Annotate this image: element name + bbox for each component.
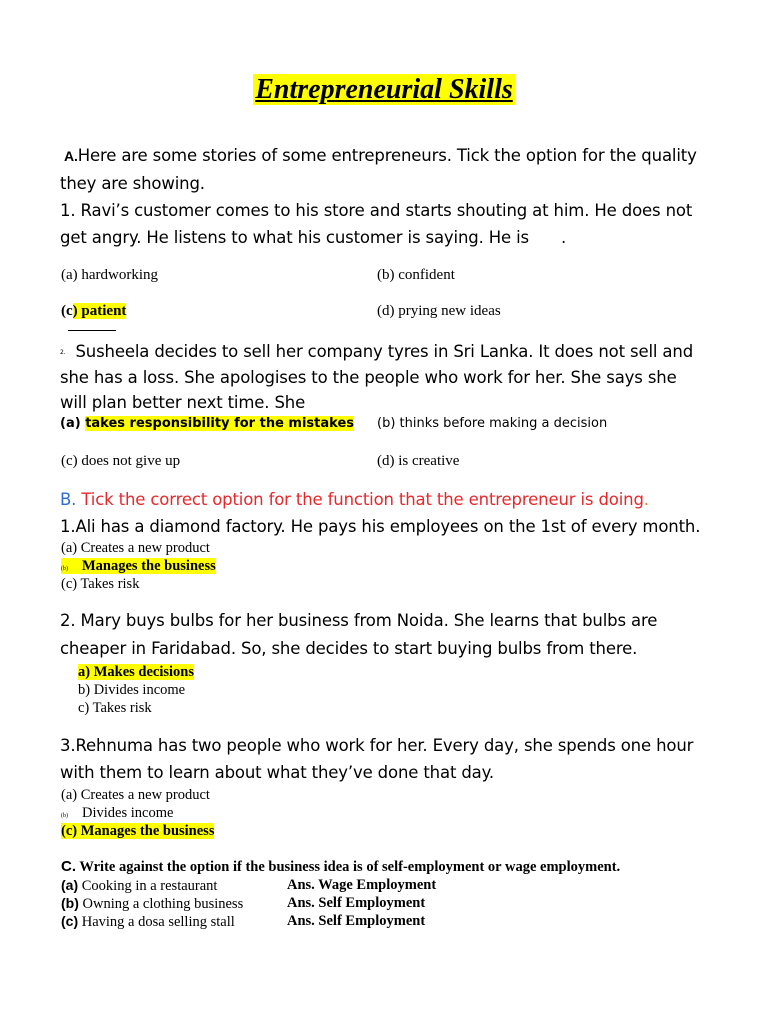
question-b3-line2: with them to learn about what they’ve done that day. (60, 763, 494, 782)
option-b3-c[interactable]: (c) Manages the business (61, 823, 215, 839)
section-c-row: (b) Owning a clothing business (61, 895, 244, 912)
section-c-answer: Ans. Wage Employment (287, 877, 437, 893)
option-b1-b[interactable]: (b) Manages the business (61, 558, 216, 574)
question-a2-line1: 2. Susheela decides to sell her company tyres in Sri Lanka. It does not sell and (60, 342, 694, 361)
section-a-intro: A.Here are some stories of some entrepreneurs. Tick the option for the quality (64, 146, 697, 165)
question-a1-line2: get angry. He listens to what his customer is saying. He is . (60, 228, 567, 247)
option-b1-c[interactable]: (c) Takes risk (61, 576, 140, 592)
option-b2-b[interactable]: b) Divides income (78, 682, 186, 698)
question-a1-line1: 1. Ravi’s customer comes to his store and starts shouting at him. He does not (60, 201, 693, 220)
page-title: Entrepreneurial Skills (255, 74, 513, 105)
option-a2-c[interactable]: (c) does not give up (61, 453, 181, 469)
section-c-answer: Ans. Self Employment (287, 895, 426, 911)
option-a1-c[interactable]: (c) patient (61, 303, 127, 319)
section-c-row: (a) Cooking in a restaurant (61, 877, 218, 894)
option-b2-c[interactable]: c) Takes risk (78, 700, 152, 716)
question-b1-text: 1.Ali has a diamond factory. He pays his employees on the 1st of every month. (60, 517, 701, 536)
section-c-letter: C. (61, 858, 76, 875)
option-a2-b[interactable]: (b) thinks before making a decision (377, 416, 608, 431)
section-b-letter: B. (60, 490, 77, 509)
question-a2-line3: will plan better next time. She (60, 393, 306, 412)
underline-mark (68, 330, 116, 331)
section-a-letter: A. (64, 148, 78, 164)
question-b2-line1: 2. Mary buys bulbs for her business from Noida. She learns that bulbs are (60, 611, 658, 630)
section-c-heading: C. Write against the option if the business idea is of self-employment or wage employment. (61, 858, 621, 875)
option-b3-a[interactable]: (a) Creates a new product (61, 787, 210, 803)
option-a1-a[interactable]: (a) hardworking (61, 267, 159, 283)
option-a1-d[interactable]: (d) prying new ideas (377, 303, 501, 319)
question-b3-line1: 3.Rehnuma has two people who work for her. Every day, she spends one hour (60, 736, 694, 755)
option-b3-b[interactable]: (b) Divides income (61, 805, 174, 821)
section-c-answer: Ans. Self Employment (287, 913, 426, 929)
section-a-intro-line2: they are showing. (60, 174, 205, 193)
section-b-heading: B. Tick the correct option for the function that the entrepreneur is doing. (60, 490, 649, 509)
question-a2-line2: she has a loss. She apologises to the people who work for her. She says she (60, 368, 677, 387)
option-b1-a[interactable]: (a) Creates a new product (61, 540, 210, 556)
question-b2-line2: cheaper in Faridabad. So, she decides to start buying bulbs from there. (60, 639, 638, 658)
question-a2-number: 2. (60, 349, 66, 356)
section-c-row: (c) Having a dosa selling stall (61, 913, 235, 930)
option-a1-b[interactable]: (b) confident (377, 267, 455, 283)
option-b2-a[interactable]: a) Makes decisions (78, 664, 194, 680)
option-a2-d[interactable]: (d) is creative (377, 453, 460, 469)
option-a2-a[interactable]: (a) takes responsibility for the mistakes (60, 416, 355, 431)
